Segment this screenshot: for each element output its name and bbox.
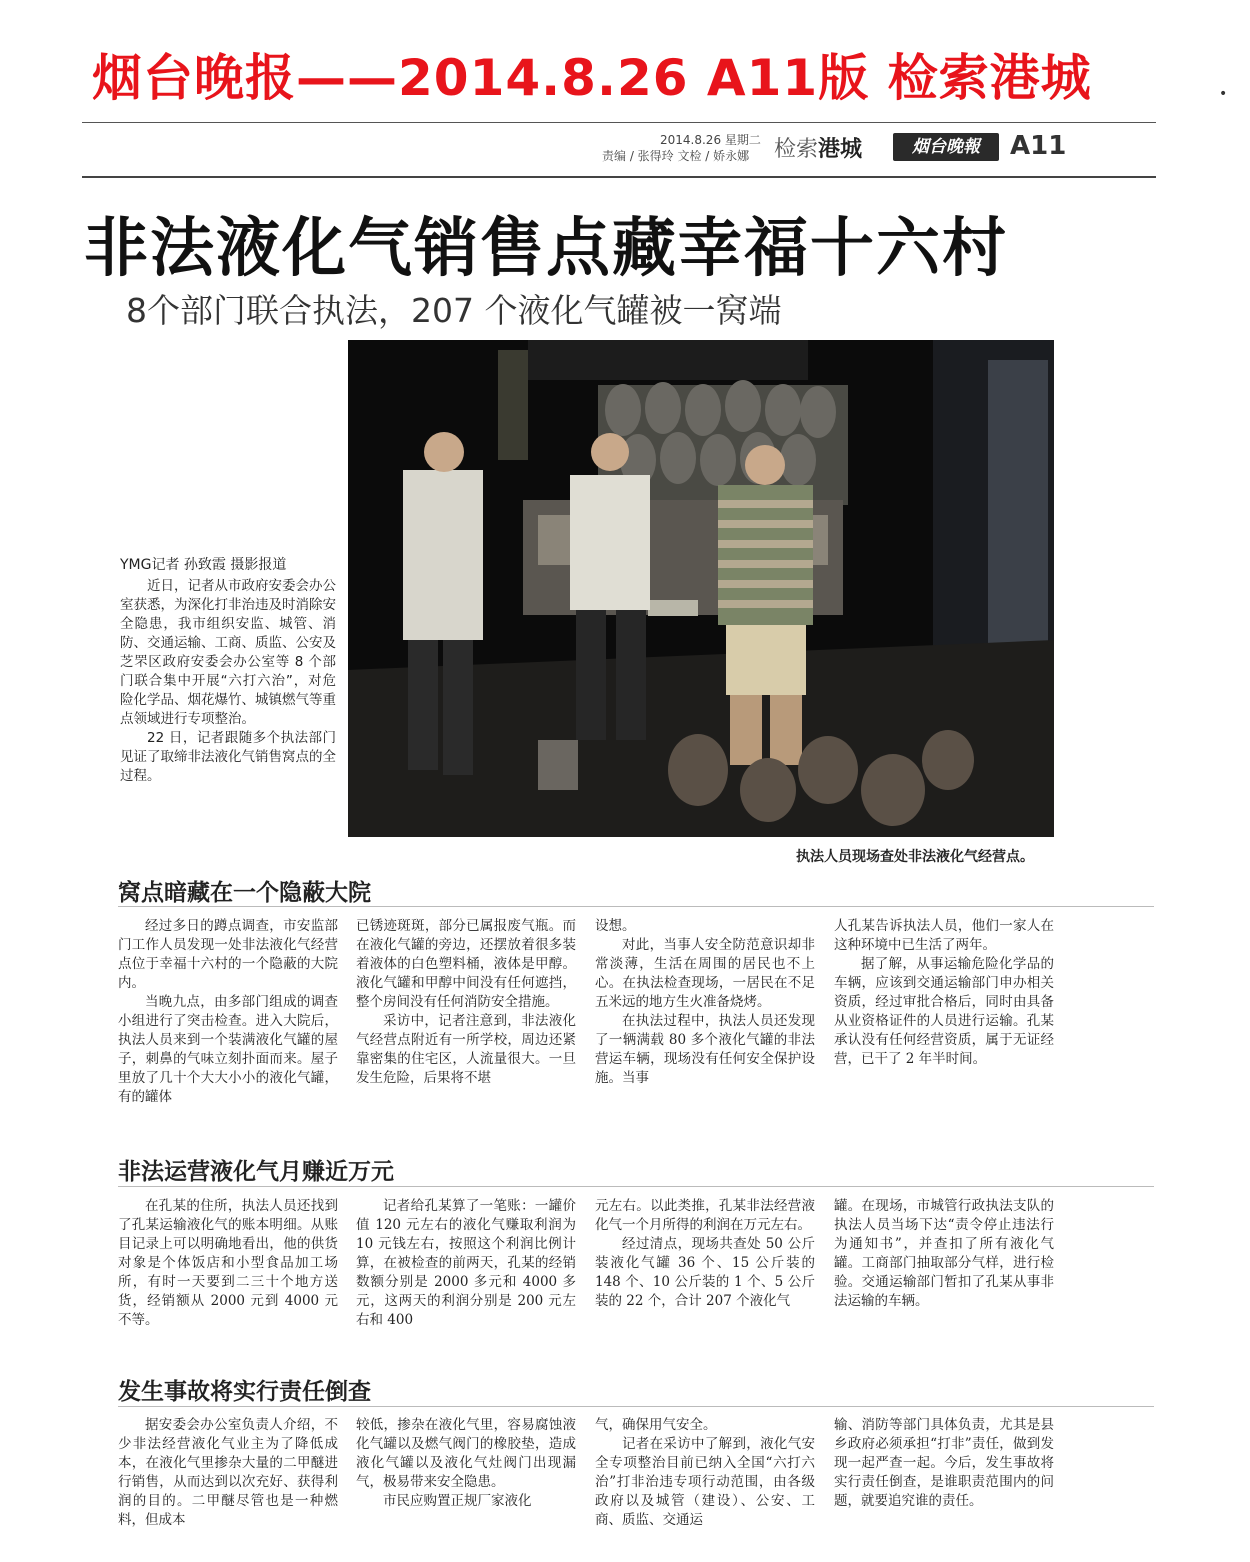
article-column — [356, 1197, 576, 1330]
top-rule — [82, 122, 1156, 123]
paragraph: 当晚九点，由多部门组成的调查小组进行了突击检查。进入大院后，执法人员来到一个装满液化气罐的屋子，刺鼻的气味立刻扑面而来。屋子里放了几十个大大小小的液化气罐，有的罐体 — [118, 994, 338, 1105]
article-column — [834, 1416, 1054, 1511]
section-title: 窝点暗藏在一个隐蔽大院 — [118, 880, 371, 906]
article-column — [118, 1416, 338, 1530]
article-column — [118, 917, 338, 1107]
paragraph: 采访中，记者注意到，非法液化气经营点附近有一所学校，周边还紧靠密集的住宅区，人流量很大。一旦发生危险，后果将不堪 — [356, 1013, 576, 1086]
section-rule — [118, 1406, 1154, 1407]
header-rule — [82, 176, 1156, 178]
page-date: 2014.8.26 星期二 — [660, 133, 761, 147]
paragraph: 罐。在现场，市城管行政执法支队的执法人员当场下达“责令停止违法行为通知书”，并查扣了所有液化气罐。工商部门抽取部分气样，进行检验。交通运输部门暂扣了孔某从事非法运输的车辆。 — [834, 1198, 1054, 1309]
photo-scene — [348, 340, 1054, 837]
photo-caption: 执法人员现场查处非法液化气经营点。 — [796, 849, 1034, 865]
paragraph: 市民应购置正规厂家液化 — [383, 1493, 532, 1509]
byline: YMG记者 孙致霞 摄影报道 — [120, 557, 287, 573]
lead-paragraphs — [120, 556, 336, 786]
paragraph: 记者给孔某算了一笔账：一罐价值 120 元左右的液化气赚取利润为 10 元钱左右，按照这个利润比例计算，在被检查的前两天，孔某的经销数额分别是 2000 多元和 4000 多元，这两天的利润分别是 200 元左右和 400 — [356, 1198, 576, 1328]
subheadline: 8个部门联合执法，207 个液化气罐被一窝端 — [126, 291, 782, 330]
section-rule — [118, 1186, 1154, 1187]
paragraph: 经过多日的蹲点调查，市安监部门工作人员发现一处非法液化气经营点位于幸福十六村的一个隐蔽的大院内。 — [118, 918, 338, 991]
paragraph: 在执法过程中，执法人员还发现了一辆满载 80 多个液化气罐的非法营运车辆，现场没有任何安全保护设施。当事 — [595, 1013, 815, 1086]
article-column — [595, 917, 815, 1088]
paragraph: 经过清点，现场共查处 50 公斤装液化气罐 36 个、15 公斤装的 148 个、10 公斤装的 1 个、5 公斤装的 22 个，合计 207 个液化气 — [595, 1236, 815, 1309]
paragraph: 据了解，从事运输危险化学品的车辆，应该到交通运输部门申办相关资质，经过审批合格后，同时由具备从业资格证件的人员进行运输。孔某承认没有任何经营资质，属于无证经营，已干了 2 年半时间。 — [834, 956, 1054, 1067]
headline: 非法液化气销售点藏幸福十六村 — [84, 212, 1008, 286]
article-column — [118, 1197, 338, 1330]
paragraph: 输、消防等部门具体负责，尤其是县乡政府必须承担“打非”责任，做到发现一起严查一起。今后，发生事故将实行责任倒查，是谁职责范围内的问题，就要追究谁的责任。 — [834, 1417, 1054, 1509]
corner-mark: • — [1219, 86, 1228, 102]
article-column — [834, 917, 1054, 1069]
newspaper-logo: 烟台晚報 — [893, 133, 999, 161]
page-editors: 责编 / 张得玲 文检 / 娇永娜 — [602, 149, 750, 163]
section-prefix: 检索 — [774, 137, 819, 162]
paragraph: 记者在采访中了解到，液化气安全专项整治目前已纳入全国“六打六治”打非治违专项行动范围，由各级政府以及城管（建设）、公安、工商、质监、交通运 — [595, 1436, 815, 1528]
lead-paragraph: 22 日，记者跟随多个执法部门见证了取缔非法液化气销售窝点的全过程。 — [120, 730, 336, 784]
section-title: 发生事故将实行责任倒查 — [118, 1379, 371, 1405]
paragraph: 据安委会办公室负责人介绍，不少非法经营液化气业主为了降低成本，在液化气里掺杂大量的二甲醚进行销售，从而达到以次充好、获得利润的目的。二甲醚尽管也是一种燃料，但成本 — [118, 1417, 338, 1528]
paragraph: 已锈迹斑斑，部分已属报废气瓶。而在液化气罐的旁边，还摆放着很多装着液体的白色塑料桶，液体是甲醇。液化气罐和甲醇中间没有任何遮挡，整个房间没有任何消防安全措施。 — [356, 918, 576, 1010]
paragraph: 气，确保用气安全。 — [595, 1417, 717, 1433]
article-column — [595, 1197, 815, 1311]
paragraph: 元左右。以此类推，孔某非法经营液化气一个月所得的利润在万元左右。 — [595, 1198, 815, 1233]
article-column — [356, 917, 576, 1088]
section-bold: 港城 — [818, 137, 863, 162]
news-photo — [348, 340, 1054, 837]
article-column — [595, 1416, 815, 1530]
section-title: 非法运营液化气月赚近万元 — [118, 1159, 394, 1185]
lead-paragraph: 近日，记者从市政府安委会办公室获悉，为深化打非治违及时消除安全隐患，我市组织安监、城管、消防、交通运输、工商、质监、公安及芝罘区政府安委会办公室等 8 个部门联合集中开展“六打六治”，对危险化学品、烟花爆竹、城镇燃气等重点领域进行专项整治。 — [120, 578, 336, 727]
paragraph: 人孔某告诉执法人员，他们一家人在这种环境中已生活了两年。 — [834, 918, 1054, 953]
paragraph: 在孔某的住所，执法人员还找到了孔某运输液化气的账本明细。从账目记录上可以明确地看出，他的供货对象是个体饭店和小型食品加工场所，有时一天要到二三十个地方送货，经销额从 2000 元到 4000 元不等。 — [118, 1198, 338, 1328]
article-column — [356, 1416, 576, 1511]
paragraph: 设想。 — [595, 918, 636, 934]
section-rule — [118, 906, 1154, 907]
paragraph: 较低，掺杂在液化气里，容易腐蚀液化气罐以及燃气阀门的橡胶垫，造成液化气罐以及液化气灶阀门出现漏气，极易带来安全隐患。 — [356, 1417, 576, 1490]
section-name — [774, 132, 862, 163]
banner-title: 烟台晚报——2014.8.26 A11版 检索港城 — [92, 49, 1092, 107]
page-number: A11 — [1010, 131, 1067, 161]
article-column — [834, 1197, 1054, 1311]
paragraph: 对此，当事人安全防范意识却非常淡薄，生活在周围的居民也不上心。在执法检查现场，一居民在不足五米远的地方生火准备烧烤。 — [595, 937, 815, 1010]
